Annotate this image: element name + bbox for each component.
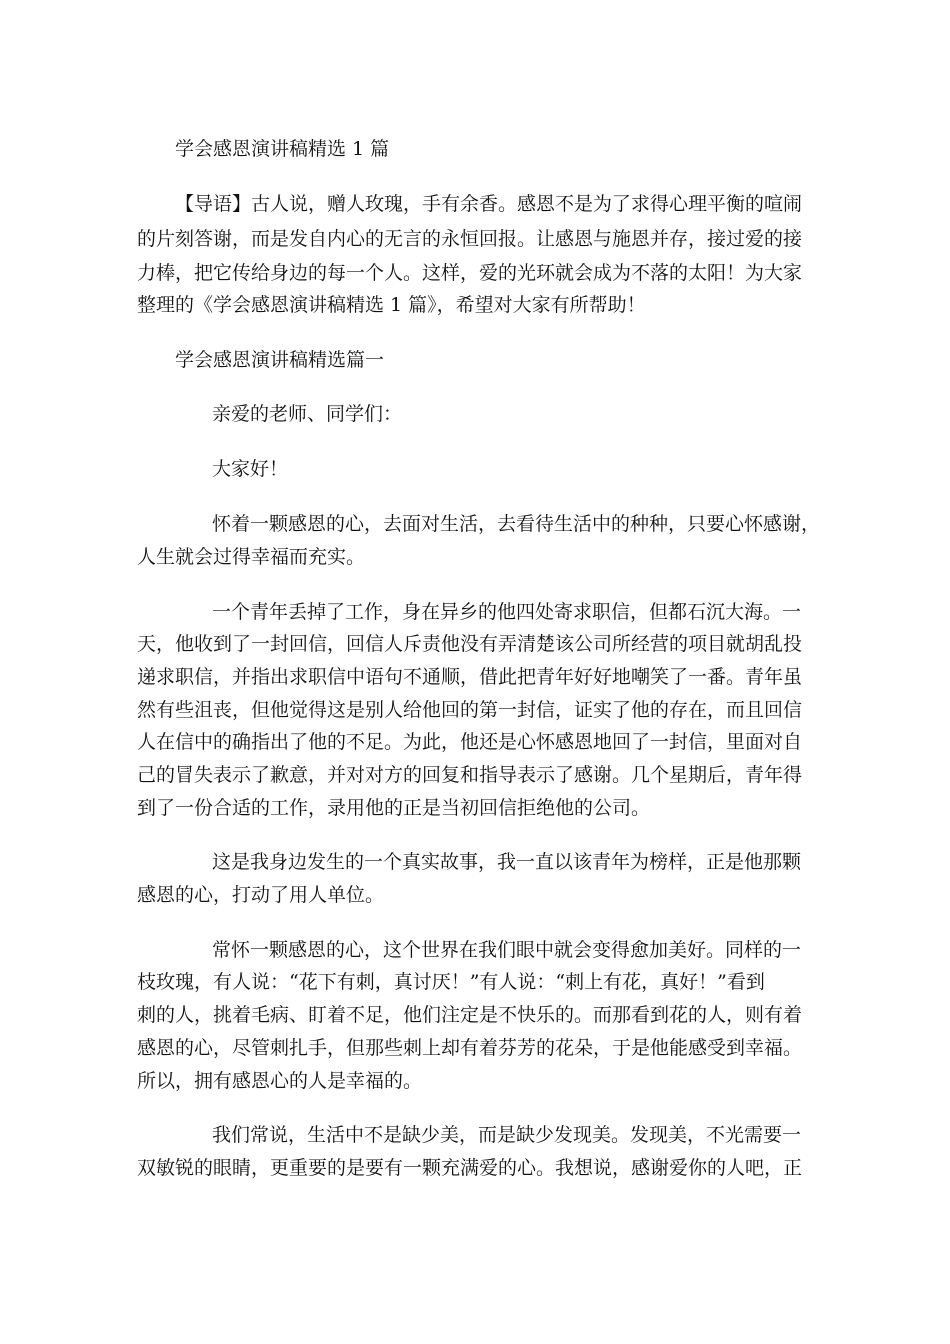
intro-line: 的片刻答谢，而是发自内心的无言的永恒回报。让感恩与施恩并存，接过爱的接 (137, 228, 803, 250)
paragraph-line: 一个青年丢掉了工作，身在异乡的他四处寄求职信，但都石沉大海。一 (212, 601, 802, 623)
document-title: 学会感恩演讲稿精选 1 篇 (175, 138, 390, 160)
paragraph-line: 天，他收到了一封回信，回信人斥责他没有弄清楚该公司所经营的项目就胡乱投 (137, 633, 803, 655)
paragraph-line: 所以，拥有感恩心的人是幸福的。 (137, 1070, 423, 1092)
paragraph-line: 人生就会过得幸福而充实。 (137, 546, 366, 568)
paragraph-line: 递求职信，并指出求职信中语句不通顺，借此把青年好好地嘲笑了一番。青年虽 (137, 666, 803, 688)
paragraph-line: 枝玫瑰，有人说：“花下有刺，真讨厌！”有人说：“刺上有花，真好！”看到 (137, 971, 765, 993)
greeting: 大家好！ (212, 458, 289, 480)
salutation: 亲爱的老师、同学们： (212, 403, 403, 425)
paragraph-line: 到了一份合适的工作，录用他的正是当初回信拒绝他的公司。 (137, 797, 651, 819)
paragraph-line: 感恩的心，尽管刺扎手，但那些刺上却有着芬芳的花朵，于是他能感受到幸福。 (137, 1037, 803, 1059)
paragraph-line: 我们常说，生活中不是缺少美，而是缺少发现美。发现美，不光需要一 (212, 1124, 802, 1146)
intro-line: 整理的《学会感恩演讲稿精选 1 篇》，希望对大家有所帮助！ (137, 294, 646, 316)
intro-line: 【导语】古人说，赠人玫瑰，手有余香。感恩不是为了求得心理平衡的喧闹 (175, 193, 803, 215)
paragraph-line: 己的冒失表示了歉意，并对对方的回复和指导表示了感谢。几个星期后，青年得 (137, 764, 803, 786)
paragraph-line: 怀着一颗感恩的心，去面对生活，去看待生活中的种种，只要心怀感谢， (212, 513, 821, 535)
intro-line: 力棒，把它传给身边的每一个人。这样，爱的光环就会成为不落的太阳！为大家 (137, 262, 803, 284)
paragraph-line: 刺的人，挑着毛病、盯着不足，他们注定是不快乐的。而那看到花的人，则有着 (137, 1004, 803, 1026)
paragraph-line: 人在信中的确指出了他的不足。为此，他还是心怀感恩地回了一封信，里面对自 (137, 731, 803, 753)
paragraph-line: 然有些沮丧，但他觉得这是别人给他回的第一封信，证实了他的存在，而且回信 (137, 699, 803, 721)
paragraph-line: 这是我身边发生的一个真实故事，我一直以该青年为榜样，正是他那颗 (212, 851, 802, 873)
paragraph-line: 双敏锐的眼睛，更重要的是要有一颗充满爱的心。我想说，感谢爱你的人吧，正 (137, 1157, 803, 1179)
section-title: 学会感恩演讲稿精选篇一 (175, 349, 385, 371)
paragraph-line: 感恩的心，打动了用人单位。 (137, 884, 385, 906)
paragraph-line: 常怀一颗感恩的心，这个世界在我们眼中就会变得愈加美好。同样的一 (212, 939, 802, 961)
